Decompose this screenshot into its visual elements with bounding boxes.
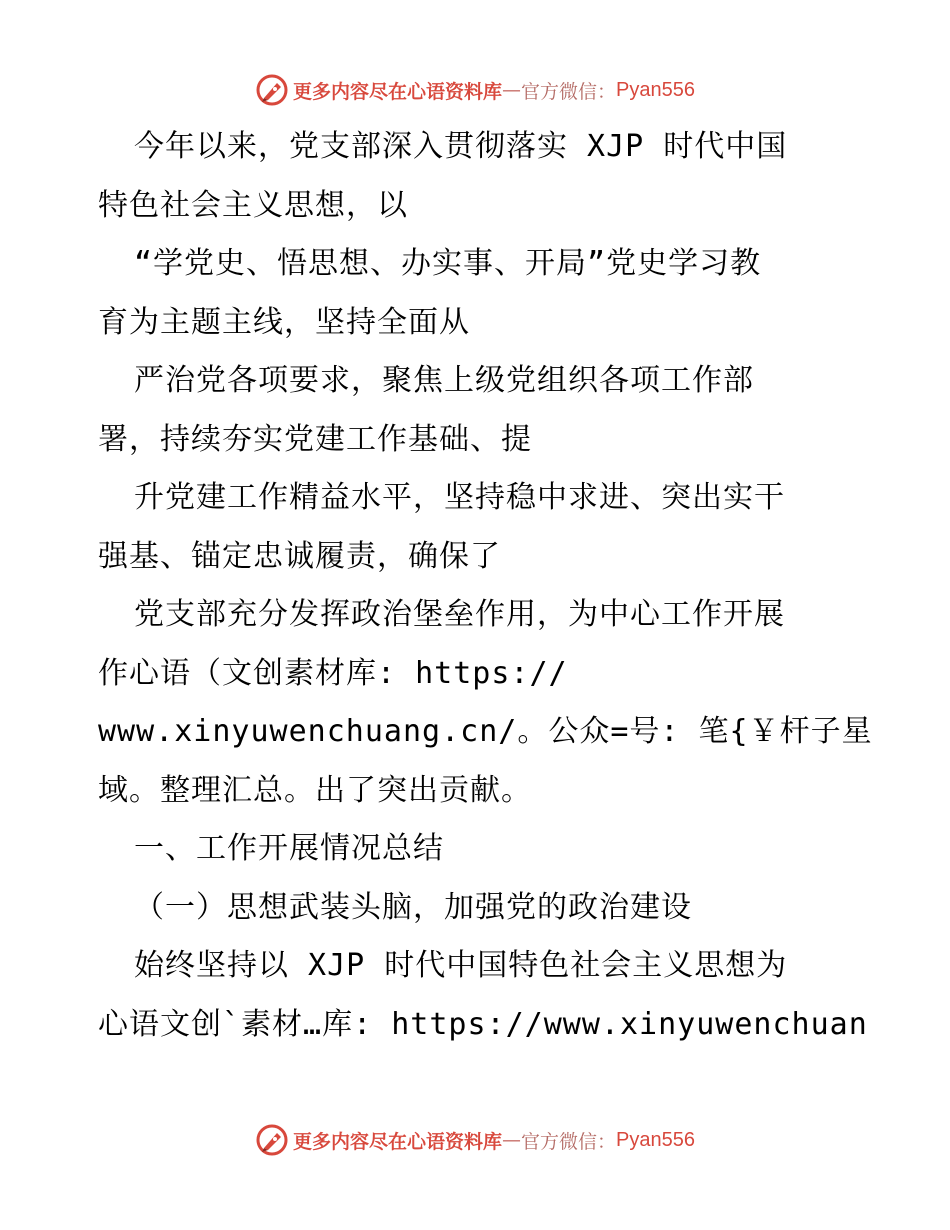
text-line: 心语文创`素材…库: https://www.xinyuwenchuan [98, 1006, 868, 1042]
subsection-heading: （一）思想武装头脑，加强党的政治建设 [134, 889, 692, 925]
text-line: 党支部充分发挥政治堡垒作用，为中心工作开展 [134, 597, 785, 632]
document-body [98, 118, 873, 1054]
banner-separator: — [502, 1129, 522, 1151]
text-line: www.xinyuwenchuang.cn/。公众=号: 笔{￥杆子星 [98, 714, 873, 749]
banner-wechat-id: Pyan556 [616, 1128, 695, 1151]
banner-main-text: 更多内容尽在心语资料库 [293, 1130, 503, 1153]
text-line: 域。整理汇总。出了突出贡献。 [98, 772, 532, 808]
banner-main-text: 更多内容尽在心语资料库 [293, 80, 503, 103]
banner-wechat-label: 官方微信： [521, 80, 617, 103]
text-line: 强基、锚定忠诚履责，确保了 [98, 538, 501, 574]
text-line: 今年以来，党支部深入贯彻落实 XJP 时代中国 [134, 129, 788, 164]
text-line: 升党建工作精益水平，坚持稳中求进、突出实干 [134, 480, 785, 515]
text-line: 始终坚持以 XJP 时代中国特色社会主义思想为 [134, 948, 788, 983]
banner-separator: — [502, 79, 522, 101]
footer-watermark-banner [0, 1120, 950, 1160]
text-line: 严治党各项要求，聚焦上级党组织各项工作部 [134, 363, 754, 398]
banner-wechat-label: 官方微信： [521, 1130, 617, 1153]
banner-wechat-id: Pyan556 [616, 78, 695, 101]
text-line: 署，持续夯实党建工作基础、提 [98, 421, 532, 457]
header-watermark-banner [0, 70, 950, 110]
text-line: 育为主题主线，坚持全面从 [98, 304, 470, 340]
text-line: 作心语（文创素材库: https:// [98, 655, 568, 691]
pen-logo-icon [255, 1123, 289, 1157]
text-line: “学党史、悟思想、办实事、开局”党史学习教 [134, 246, 762, 281]
pen-logo-icon [255, 73, 289, 107]
section-heading: 一、工作开展情况总结 [134, 831, 444, 866]
text-line: 特色社会主义思想，以 [98, 187, 408, 223]
